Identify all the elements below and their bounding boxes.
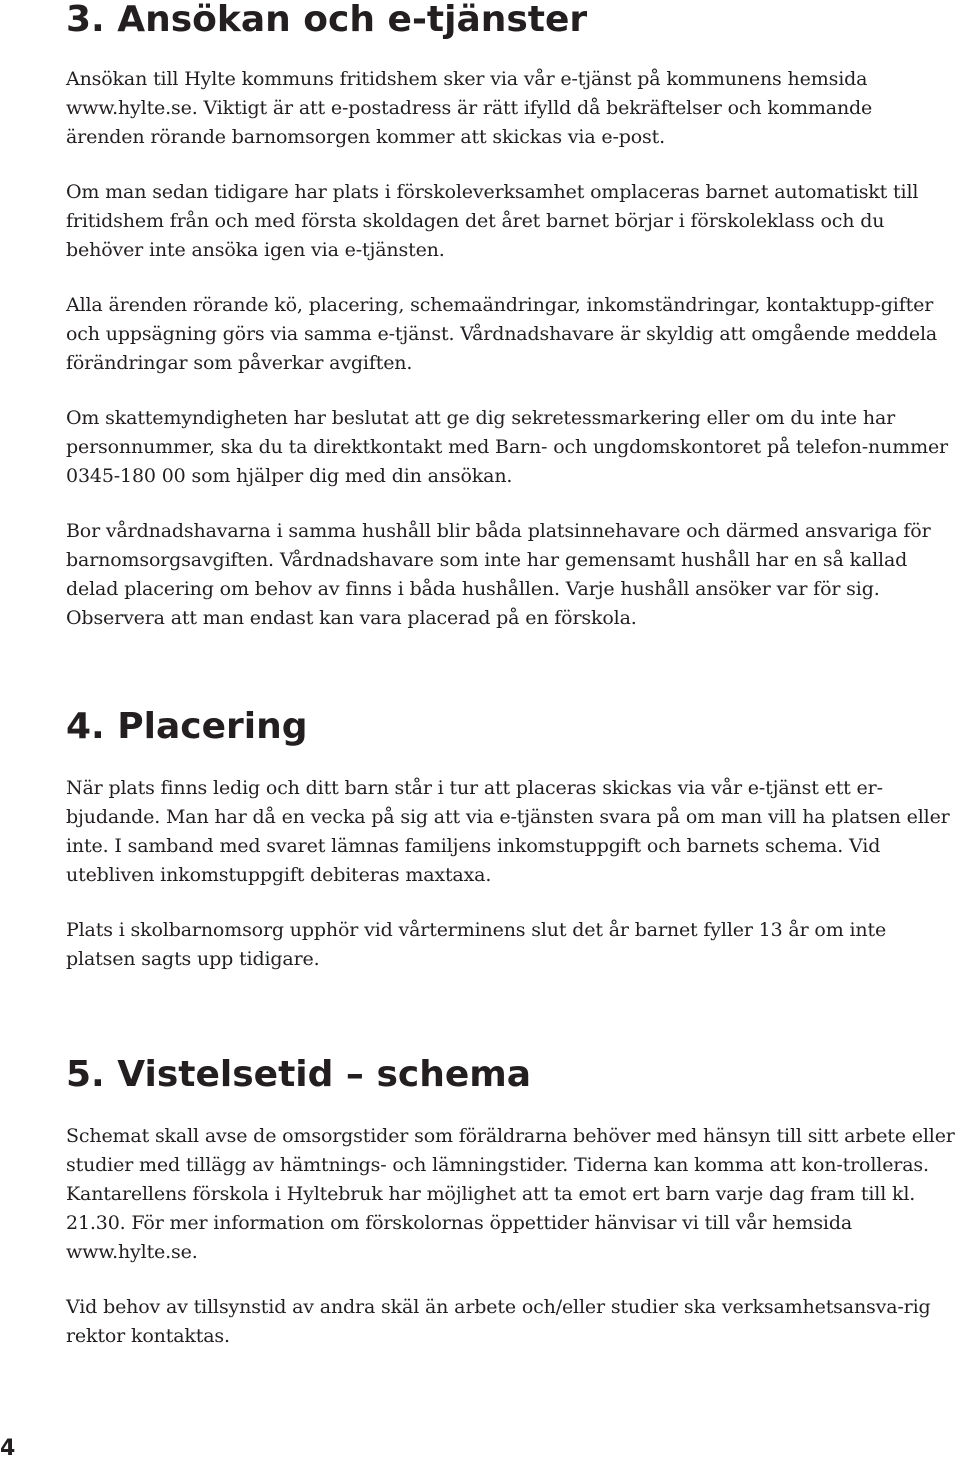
paragraph: Om skattemyndigheten har beslutat att ge dig sekretessmarkering eller om du inte har personnummer, ska du ta direktkontakt med Barn- och ungdomskontoret på telefon-nummer 0345-180 00 som hjälper dig med din ansökan. — [66, 407, 948, 487]
page-number: 4 — [0, 1436, 16, 1461]
paragraph: Schemat skall avse de omsorgstider som föräldrarna behöver med hänsyn till sitt arbete eller studier med tillägg av hämtnings- och lämningstider. Tiderna kan komma att kon-trolleras. Kantarellens förskola i Hyltebruk har möjlighet att ta emot ert barn varje dag fram till kl. 21.30. För mer information om förskolornas öppettider hänvisar vi till vår hemsida www.hylte.se. — [66, 1125, 955, 1263]
section-heading: 5. Vistelsetid – schema — [66, 1054, 532, 1095]
paragraph: Alla ärenden rörande kö, placering, schemaändringar, inkomständringar, kontaktupp-gifter och uppsägning görs via samma e-tjänst. Vårdnadshavare är skyldig att omgående meddela förändringar som påverkar avgiften. — [66, 294, 938, 374]
paragraph: Plats i skolbarnomsorg upphör vid vårterminens slut det år barnet fyller 13 år om inte platsen sagts upp tidigare. — [66, 919, 887, 970]
section-heading: 4. Placering — [66, 706, 308, 747]
paragraph: Bor vårdnadshavarna i samma hushåll blir båda platsinnehavare och därmed ansvariga för barnomsorgsavgiften. Vårdnadshavare som inte har gemensamt hushåll har en så kallad delad placering om behov av finns i båda hushållen. Varje hushåll ansöker var för sig. Observera att man endast kan vara placerad på en förskola. — [66, 520, 931, 629]
section-heading: 3. Ansökan och e-tjänster — [66, 0, 588, 40]
section-ansokan — [66, 0, 956, 659]
paragraph: När plats finns ledig och ditt barn står i tur att placeras skickas via vår e-tjänst ett er-bjudande. Man har då en vecka på sig att via e-tjänsten svara på om man vill ha platsen eller inte. I samband med svaret lämnas familjens inkomstuppgift och barnets schema. Vid utebliven inkomstuppgift debiteras maxtaxa. — [66, 777, 950, 886]
paragraph: Om man sedan tidigare har plats i förskoleverksamhet omplaceras barnet automatiskt till fritidshem från och med första skoldagen det året barnet börjar i förskoleklass och du behöver inte ansöka igen via e-tjänsten. — [66, 181, 919, 261]
paragraph: Ansökan till Hylte kommuns fritidshem sker via vår e-tjänst på kommunens hemsida www.hylte.se. Viktigt är att e-postadress är rätt ifylld då bekräftelser och kommande ärenden rörande barnomsorgen kommer att skickas via e-post. — [66, 68, 873, 148]
paragraph: Vid behov av tillsynstid av andra skäl än arbete och/eller studier ska verksamhetsansva-rig rektor kontaktas. — [66, 1296, 931, 1347]
section-vistelsetid — [66, 1055, 956, 1377]
section-placering — [66, 707, 956, 1000]
